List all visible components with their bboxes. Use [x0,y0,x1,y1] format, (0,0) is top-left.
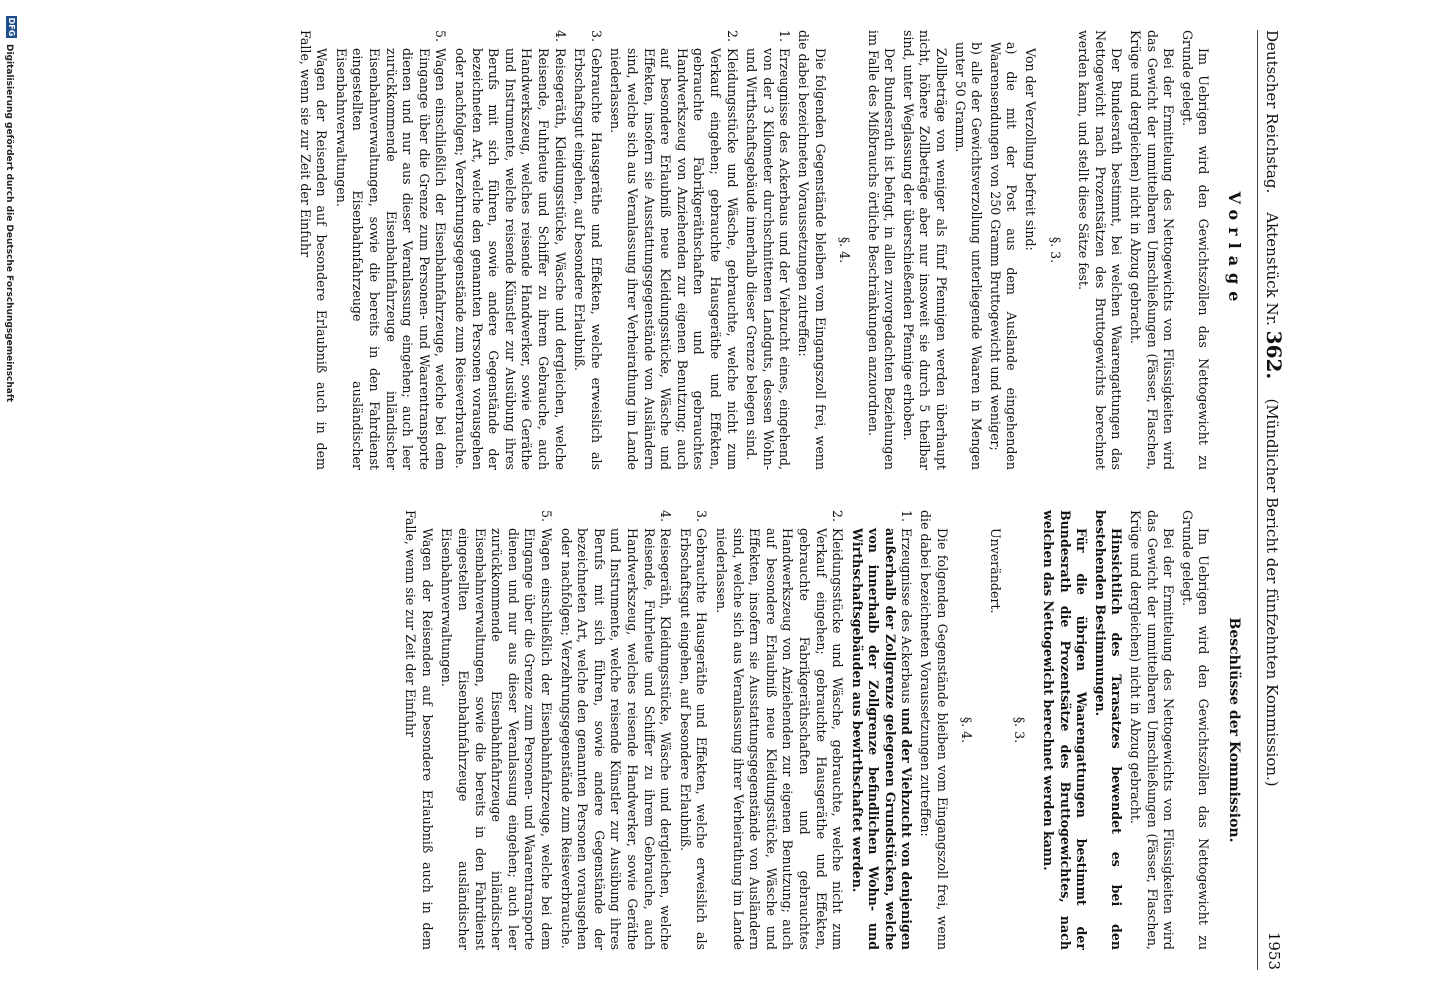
paragraph: Der Bundesrath ist befugt, in allen zuvorgedachten Beziehungen im Falle des Mißbrauchs örtliche Beschränkungen anzuordnen. [865,30,898,470]
column-beschluesse [28,510,1248,950]
digitization-credit: Digitalisierung gefördert durch die Deutsche Forschungsgemeinschaft [4,44,14,403]
list-item: 4. Reisegeräth, Kleidungsstücke, Wäsche und dergleichen, welche Reisende, Fuhrleute und Schiffer zu ihrem Gebrauche, auch Handwerkszeug, welches reisende Handwerker, sowie Geräthe und Instrumente, welche reisende Künstler zur Ausübung ihres Berufs mit sich führen, sowie andere Gegenstände der bezeichneten Art, welche den genannten Personen vorausgehen oder nachfolgen; Verzehrungsgegenstände zum Reiseverbrauche. [558,510,674,950]
section-heading-4: §. 4. [959,716,975,744]
list-item: 5. Wagen einschließlich der Eisenbahnfahrzeuge, welche bei dem Eingange über die Grenze zum Personen- und Waarentransporte dienen und nur aus dieser Veranlassung eingehen; auch leer zurückkommende Eisenbahnfahrzeuge inländischer Eisenbahnverwaltungen, sowie die bereits in den Fahrdienst eingestellten Eisenbahnfahrzeuge ausländischer Eisenbahnverwaltungen. [333,30,449,470]
list-item: 1. Erzeugnisse des Ackerbaus und der Viehzucht von denjenigen außerhalb der Zollgrenze gelegenen Grundstücken, welche von innerhalb der Zollgrenze befindlichen Wohn- und Wirthschaftsgebäuden aus bewirthschaftet werden. [849,510,915,950]
paragraph: Wagen der Reisenden auf besondere Erlaubniß auch in dem Falle, wenn sie zur Zeit der Einfuhr [403,510,435,950]
header-left [1262,30,1286,787]
column-title-beschluesse: Beschlüsse der Kommission. [1226,617,1242,843]
list-item: 2. Kleidungsstücke und Wäsche, gebrauchte, welche nicht zum Verkauf eingehen; gebrauchte Hausgeräthe und Effekten, gebrauchte Fabrikgeräthschaften und gebrauchtes Handwerkszeug von Anziehenden zur eigenen Benutzung; auch auf besondere Erlaubniß neue Kleidungsstücke, Wäsche und Effekten, insofern sie Ausstattungsgegenstände von Ausländern sind, welche sich aus Veranlassung ihrer Verheirathung im Lande niederlassen. [608,30,740,470]
digitization-footer [4,0,18,1000]
paragraph: Bei der Ermittelung des Nettogewichts von Flüssigkeiten wird das Gewicht der unmittelbaren Umschließungen (Fässer, Flaschen, Krüge und dergleichen) nicht in Abzug gebracht. [1128,30,1177,470]
header-aktenstueck: Aktenstück Nr. [1263,212,1281,326]
paragraph: Im Uebrigen wird den Gewichtszöllen das Nettogewicht zu Grunde gelegt. [1179,510,1212,950]
list-item: 2. Kleidungsstücke und Wäsche, gebrauchte, welche nicht zum Verkauf eingehen; gebrauchte Hausgeräthe und Effekten, gebrauchte Fabrikgeräthschaften und gebrauchtes Handwerkszeug von Anziehenden zur eigenen Benutzung; auch auf besondere Erlaubniß neue Kleidungsstücke, Wäsche und Effekten, insofern sie Ausstattungsgegenstände von Ausländern sind, welche sich aus Veranlassung ihrer Verheirathung im Lande niederlassen. [713,510,846,950]
list-item: 4. Reisegeräth, Kleidungsstücke, Wäsche und dergleichen, welche Reisende, Fuhrleute und Schiffer zu ihrem Gebrauche, auch Handwerkszeug, welches reisende Handwerker, sowie Geräthe und Instrumente, welche reisende Künstler zur Ausübung ihres Berufs mit sich führen, sowie andere Gegenstände der bezeichneten Art, welche den genannten Personen vorausgehen oder nachfolgen; Verzehrungsgegenstände zum Reiseverbrauche. [453,30,568,470]
section-heading-3: §. 3. [1047,236,1063,264]
list-item: a) die mit der Post aus dem Auslande eingehenden Waarensendungen von 250 Gramm Bruttogewicht und weniger; [987,42,1020,470]
list-item: 5. Wagen einschließlich der Eisenbahnfahrzeuge, welche bei dem Eingange über die Grenze zum Personen- und Waarentransporte dienen und nur aus dieser Veranlassung eingehen; auch leer zurückkommende Eisenbahnfahrzeuge inländischer Eisenbahnverwaltungen, sowie die bereits in den Fahrdienst eingestellten Eisenbahnfahrzeuge ausländischer Eisenbahnverwaltungen. [439,510,555,950]
paragraph-bold: Für die übrigen Waarengattungen bestimmt der Bundesrath die Prozentsätze des Bruttogewichtes, nach welchen das Nettogewicht berechnet werden kann. [1041,510,1090,950]
header-reichstag: Deutscher Reichstag. [1263,30,1281,194]
column-title-vorlage: Vorlage [1225,191,1244,309]
paragraph: Der Bundesrath bestimmt, bei welchen Waarengattungen das Nettogewicht nach Prozentsätzen des Bruttogewichts berechnet werden kann, und stellt diese Sätze fest. [1076,30,1125,470]
header-page-number: 1953 [1265,931,1283,970]
paragraph: Wagen der Reisenden auf besondere Erlaubniß auch in dem Falle, wenn sie zur Zeit der Einfuhr [297,30,330,470]
list-item: 3. Gebrauchte Hausgeräthe und Effekten, welche erweislich als Erbschaftsgut eingehen, auf besondere Erlaubniß. [572,30,604,470]
list-item: 1. Erzeugnisse des Ackerbaus und der Viehzucht eines, eingehend, von der 3 Kilometer durchschnittenen Landguts, dessen Wohn- und Wirthschaftsgebäude innerhalb dieser Grenze belegen sind. [744,30,793,470]
page-header [1257,30,1286,970]
list-item: b) alle der Gewichtsverzollung unterliegende Waaren in Mengen unter 50 Gramm. [952,42,985,470]
paragraph: Die folgenden Gegenstände bleiben vom Eingangszoll frei, wenn die dabei bezeichneten Voraussetzungen zutreffen: [918,510,950,950]
section-heading-4: §. 4. [837,236,853,264]
dfg-logo-icon: DFG [7,17,16,37]
paragraph: Unverändert. [987,528,1003,614]
section-heading-3: §. 3. [1012,716,1028,744]
list-item: 3. Gebrauchte Hausgeräthe und Effekten, welche erweislich als Erbschaftsgut eingehen, auf besondere Erlaubniß. [677,510,710,950]
column-vorlage [28,30,1248,470]
paragraph: Zollbeträge von weniger als fünf Pfennigen werden überhaupt nicht, höhere Zollbeträge aber nur insoweit sie durch 5 theilbar sind, unter Weglassung der überschießenden Pfennige erhoben. [900,30,950,470]
paragraph: Bei der Ermittelung des Nettogewichts von Flüssigkeiten wird das Gewicht der unmittelbaren Umschließungen (Fässer, Flaschen, Krüge und dergleichen) nicht in Abzug gebracht. [1128,510,1177,950]
header-report-title: (Mündlicher Bericht der fünfzehnten Kommission.) [1263,398,1281,787]
paragraph: Im Uebrigen wird den Gewichtszöllen das Nettogewicht zu Grunde gelegt. [1179,30,1212,470]
header-document-number: 362. [1262,330,1286,380]
paragraph-bold: Hinsichtlich des Tarasatzes bewendet es bei den bestehenden Bestimmungen. [1092,510,1125,950]
paragraph: Die folgenden Gegenstände bleiben vom Eingangszoll frei, wenn die dabei bezeichneten Voraussetzungen zutreffen: [795,30,828,470]
paragraph: Von der Verzollung befreit sind: [1023,48,1039,251]
